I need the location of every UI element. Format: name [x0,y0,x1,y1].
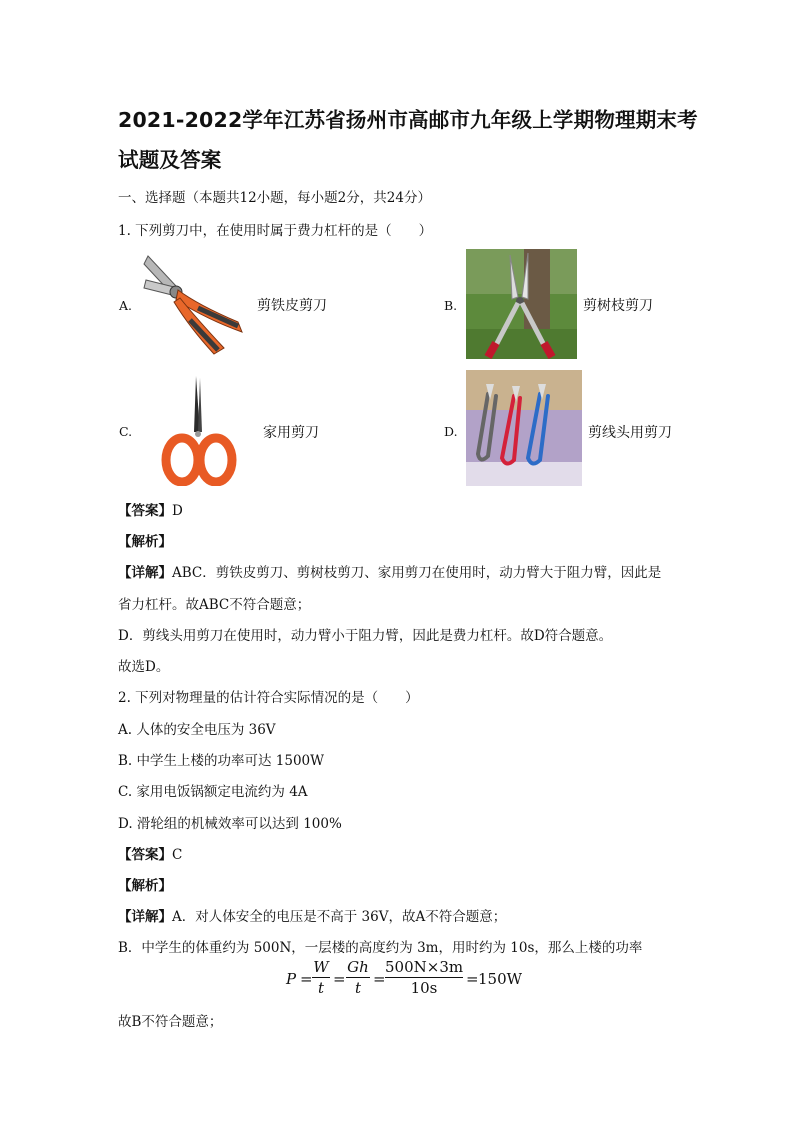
formula-eq-4: = [466,970,479,988]
fraction-values [385,958,463,997]
formula-den3: 10s [410,979,438,997]
answer-value: D [172,503,183,519]
q2-option-d: D. 滑轮组的机械效率可以达到 100% [118,816,342,832]
formula-num3: 500N×3m [385,958,464,976]
thread-snips-image [466,370,582,486]
household-scissors-image [140,372,256,486]
formula-t-2: t [354,979,362,997]
answer-value: C [172,847,183,863]
section-heading: 一、选择题（本题共12小题，每小题2分，共24分） [118,190,431,206]
formula-eq-2: = [333,970,346,988]
q2-detail-line-2: B．中学生的体重约为 500N，一层楼的高度约为 3m，用时约为 10s，那么上楼的功率 [118,940,643,956]
answer-tag: 【答案】 [118,503,172,519]
option-c-letter: C. [119,424,133,439]
q2-detail-line-3: 故B不符合题意； [118,1014,223,1030]
option-d-caption: 剪线头用剪刀 [588,425,672,441]
q2-detail-line-1 [118,905,506,925]
hedge-shears-image [466,249,577,359]
q1-detail-line-3: D．剪线头用剪刀在使用时，动力臂小于阻力臂，因此是费力杠杆。故D符合题意。 [118,628,613,644]
power-formula [280,958,523,1004]
formula-eq-1: = [300,970,313,988]
formula-gh: Gh [347,958,369,976]
formula-w: W [313,958,329,976]
option-a-letter: A. [119,298,133,313]
q1-answer-line [118,499,183,519]
tin-snips-image [138,250,254,358]
q2-answer-line [118,843,182,863]
question-1-stem: 1. 下列剪刀中，在使用时属于费力杠杆的是（ ） [118,223,433,239]
answer-tag: 【答案】 [118,847,172,863]
option-b-letter: B. [444,298,458,313]
fraction-w-over-t [312,958,330,997]
formula-p: P [286,970,297,988]
question-2-stem: 2. 下列对物理量的估计符合实际情况的是（ ） [118,690,419,706]
detail-tag: 【详解】 [118,565,172,581]
page-title: 2021-2022学年江苏省扬州市高邮市九年级上学期物理期末考试题及答案 [118,108,698,172]
q2-option-c: C. 家用电饭锅额定电流约为 4A [118,784,308,800]
q1-detail-line-2: 省力杠杆。故ABC不符合题意； [118,597,311,613]
q1-analysis-tag: 【解析】 [118,534,172,550]
q2-option-a: A. 人体的安全电压为 36V [118,722,276,738]
formula-result: 150W [478,970,523,988]
option-d-letter: D. [444,424,458,439]
option-b-caption: 剪树枝剪刀 [583,298,653,314]
q2-option-b: B. 中学生上楼的功率可达 1500W [118,753,325,769]
q1-detail-line-1 [118,561,661,581]
formula-eq-3: = [373,970,386,988]
option-c-caption: 家用剪刀 [263,425,319,441]
detail-tag: 【详解】 [118,909,172,925]
fraction-gh-over-t [346,958,370,997]
detail-text: A．对人体安全的电压是不高于 36V，故A不符合题意； [172,909,507,925]
detail-text: ABC．剪铁皮剪刀、剪树枝剪刀、家用剪刀在使用时，动力臂大于阻力臂，因此是 [172,565,662,581]
option-a-caption: 剪铁皮剪刀 [257,298,327,314]
q2-analysis-tag: 【解析】 [118,878,172,894]
q1-conclusion: 故选D。 [118,659,170,675]
formula-t: t [317,979,325,997]
